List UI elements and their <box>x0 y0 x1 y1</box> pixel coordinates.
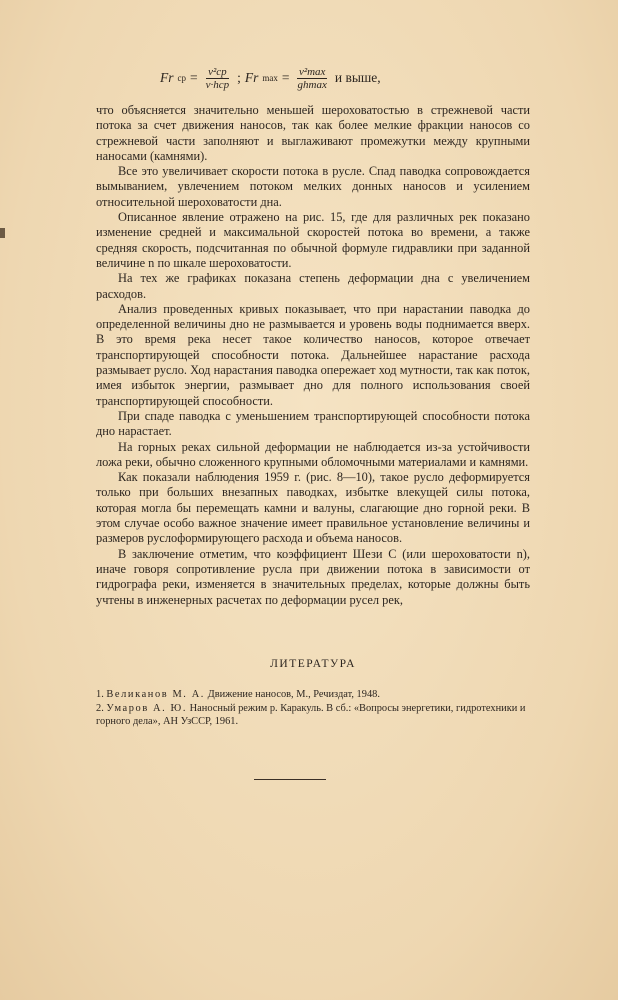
reference-number: 1. <box>96 689 104 700</box>
paragraph: На горных реках сильной деформации не наблюдается из-за устойчивости ложа реки, обычно сложенного крупными обломочными материалами и камнями. <box>96 439 530 469</box>
reference-author: Великанов М. А. <box>106 689 205 700</box>
paragraph: Как показали наблюдения 1959 г. (рис. 8—10), такое русло деформируется только при больших внезапных паводках, избытке влекущей силы потока, которая могла бы перемещать камни и валуны, слагающие дно горной реки. В этом случае особо важное значение имеет правильное установление величины и размеров руслоформирующего расхода и объема наносов. <box>96 470 530 546</box>
paragraph: Описанное явление отражено на рис. 15, где для различных рек показано изменение средней и максимальной скоростей потока во времени, а также средняя скорость, подсчитанная по обычной формуле гидравлики при заданной величине n по шкале шероховатости. <box>96 210 530 270</box>
equals-1: = <box>190 70 198 85</box>
froude-formula <box>160 56 460 100</box>
end-rule <box>254 779 326 780</box>
reference-text: Наносный режим р. Каракуль. В сб.: «Вопросы энергетики, гидротехники и горного дела», АН УзССР, 1961. <box>96 703 526 727</box>
body-text <box>96 103 530 608</box>
reference-item <box>96 688 536 701</box>
reference-item <box>96 702 536 728</box>
fr-sub-max: max <box>262 73 278 83</box>
formula-tail: и выше, <box>334 70 381 85</box>
fraction-cp-numerator: v²cp <box>208 65 227 78</box>
paragraph: что объясняется значительно меньшей шероховатостью в стрежневой части потока за счет движения наносов, так как более мелкие фракции наносов со стрежневой части заполняют и выглаживают промежутки между крупными наносами (камнями). <box>96 103 530 163</box>
fr-symbol-2: Fr <box>244 70 259 85</box>
paragraph: При спаде паводка с уменьшением транспортирующей способности потока дно нарастает. <box>96 408 530 439</box>
paragraph: В заключение отметим, что коэффициент Шези С (или шероховатости n), иначе говоря сопротивление русла при движении потока в зависимости от гидрографа реки, изменяется в значительных пределах, которые должны быть учтены в инженерных расчетах по деформации русел рек, <box>96 546 530 607</box>
reference-text: Движение наносов, М., Речиздат, 1948. <box>207 689 380 700</box>
formula-semicolon: ; <box>237 70 241 85</box>
fraction-cp <box>204 66 232 91</box>
reference-author: Умаров А. Ю. <box>106 703 188 714</box>
fr-sub-cp: ср <box>177 73 186 83</box>
paragraph: На тех же графиках показана степень деформации дна с увеличением расходов. <box>96 271 530 301</box>
reference-list <box>96 688 536 729</box>
paragraph: Все это увеличивает скорости потока в русле. Спад паводка сопровождается вымыванием, увлечением потоком мелких донных наносов и усилением относительной шероховатости дна. <box>96 164 530 209</box>
paragraph: Анализ проведенных кривых показывает, что при нарастании паводка до определенной величины дно не размывается и уровень воды поднимается вверх. В это время река несет такое количество наносов, которое отвечает транспортирующей способности потока. Дальнейшее нарастание расхода размывает русло. Ход нарастания паводка опережает ход мутности, так как поток, имея избыток энергии, размывает дно для полного использования своей транспортирующей способности. <box>96 301 530 408</box>
literature-heading: ЛИТЕРАТУРА <box>270 658 356 670</box>
fr-symbol-1: Fr <box>160 70 174 85</box>
reference-number: 2. <box>96 703 104 714</box>
fraction-cp-denominator: v·hcp <box>205 78 230 91</box>
fraction-max <box>296 66 329 91</box>
margin-mark <box>0 228 5 238</box>
fraction-max-denominator: ghmax <box>297 78 327 91</box>
fraction-max-numerator: v²max <box>298 65 326 78</box>
equals-2: = <box>281 70 290 85</box>
